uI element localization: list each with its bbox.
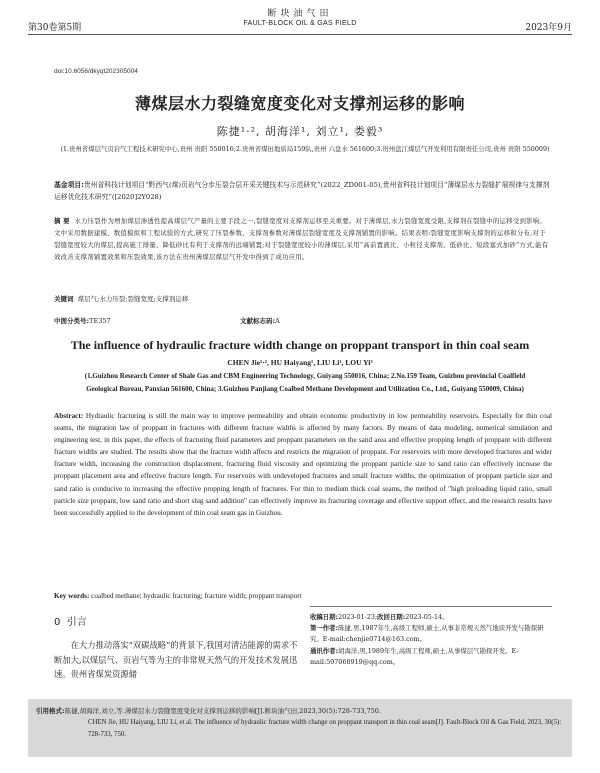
clc-label: 中图分类号: — [54, 317, 90, 325]
title-en: The influence of hydraulic fracture width change on proppant transport in thin coal seam — [70, 338, 530, 352]
section-heading — [54, 613, 87, 628]
citation-label: 引用格式: — [36, 707, 65, 715]
abstract-cn-label: 摘 要 — [54, 217, 70, 225]
received-date: 2023-01-23 — [338, 613, 375, 621]
citation-cn: 陈捷,胡海洋,刘立,等.薄煤层水力裂缝宽度变化对支撑剂运移的影响[J].断块油气田,2023,30(5):728-733,750. — [64, 707, 382, 715]
citation-box — [28, 699, 572, 757]
title-cn: 薄煤层水力裂缝宽度变化对支撑剂运移的影响 — [134, 94, 465, 113]
corresponding-label: 通讯作者: — [310, 646, 339, 655]
affiliations-cn: (1.贵州省煤层气页岩气工程技术研究中心,贵州 贵阳 550016;2.贵州省煤田地质局159队,贵州 六盘水 561600;3.贵州盘江煤层气开发利用有限责任公司,贵州 贵阳 550009) — [60, 145, 550, 153]
journal-name-cn: 断块油气田 — [267, 9, 333, 19]
journal-name-en: FAULT-BLOCK OIL & GAS FIELD — [243, 20, 357, 27]
first-author-label: 第一作者: — [310, 624, 339, 633]
dates-line: 收稿日期:2023-01-23;改回日期:2023-05-14。 — [310, 613, 449, 621]
funding-text: 贵州省科技计划项目“黔西气(煤)页岩气分步压裂合层开采关键技术与示范研究”(2022_ZD001-05),贵州省科技计划项目“薄煤层水力裂缝扩展规律与支撑剂运移优化技术研究”([2020]2Y028) — [54, 181, 550, 201]
keywords-en-label: Key words: — [54, 592, 90, 600]
doc-code: A — [275, 317, 280, 325]
authors-en: CHEN Jie¹·², HU Haiyang¹, LIU Li¹, LOU Yi³ — [227, 358, 373, 367]
keywords-en — [54, 592, 552, 600]
doi[interactable]: doi:10.6056/dkyqt202305004 — [54, 68, 138, 75]
keywords-cn — [54, 294, 552, 303]
abstract-en-text: Hydraulic fracturing is still the main way to improve permeability and obtain economic productivity in low permeability reservoirs. Especially for thin coal seams, the migration law of proppant in fractures with different fracture widths is affected by many factors. By means of data modeling, numerical simulation and engineering test, in this paper, the effects of fracturing fluid parameters and proppant parameters on the sand area and effective propping length of proppant with different fracture widths are studied. The results show that the fracture width affects and restricts the migration of proppant. For reservoirs with more developed fractures and wider fracture width, increasing the construction displacement, fracturing fluid viscosity and optimizing the proppant particle size to sand ratio can effectively increase the proppant placement area and effective fracture length. For reservoirs with undeveloped fractures and small fracture widths, the optimization of proppant particle size and sand ratio is conducive to increasing the effective propping length of fractures. For thin to medium thick coal seams, the method of "high preloading liquid ratio, small particle size proppant, low sand ratio and short slug sand addition" can effectively improve its fracturing coverage and effective support effect, and the research results have been successfully applied to the development of thin coal seam gas in Guizhou. — [54, 412, 553, 517]
volume-issue: 第30卷第5期 — [28, 23, 82, 33]
doc-code-label: 文献标志码: — [240, 317, 276, 325]
footnote-rule — [310, 606, 552, 607]
citation-cn-line — [36, 705, 564, 717]
first-author-line — [310, 623, 552, 645]
corresponding-text: 胡海洋,男,1989年生,高级工程师,硕士,从事煤层气勘探开发。E-mail:597068919@qq.com。 — [310, 646, 519, 666]
header-rule — [28, 34, 572, 35]
revised-label: 改回日期: — [377, 613, 406, 621]
running-header — [28, 6, 572, 54]
keywords-cn-label: 关键词 — [54, 295, 74, 303]
revised-date: 2023-05-14 — [405, 613, 443, 621]
keywords-en-text: coalbed methane; hydraulic fracturing; fracture width; proppant transport — [91, 592, 302, 600]
keywords-cn-text: 煤层气;水力压裂;裂缝宽度;支撑剂运移 — [77, 295, 189, 303]
section-title: 引言 — [66, 617, 87, 628]
abstract-cn-text: 水力压裂作为增加煤层渗透性提高煤层气产量的主要手段之一,裂缝宽度对支撑剂运移至关重要。对于薄煤层,水力裂缝宽度受限,支撑剂在裂缝中的运移受到影响。文中采用数据建模、数值模拟和工程试验的方式,研究了压裂参数、支撑剂参数对薄煤层裂缝宽度及支撑剂铺置的影响。结果表明:裂缝宽度影响支撑剂的运移和分布,对于裂缝宽度较大的煤层,提高施工排量、降低砂比有利于支撑剂的远端铺置;对于裂缝宽度较小的薄煤层,采用“高前置液比、小粒径支撑剂、低砂比、短段塞式加砂”方式,能有效改善支撑剂铺置效果和压裂效果,该方法在贵州薄煤层煤层气开发中得到了成功应用。 — [54, 217, 549, 261]
funding-label: 基金项目: — [54, 181, 84, 189]
author-note — [310, 612, 552, 668]
intro-paragraph: 在大力推动落实“双碳战略”的背景下,我国对清洁能源的需求不断加大,以煤层气、页岩气等为主的非常规天然气的开发技术发展迅速。贵州省煤炭资源储 — [54, 640, 298, 679]
issue-date: 2023年9月 — [525, 23, 572, 33]
abstract-en-label: Abstract: — [54, 412, 84, 420]
clc-number: TE357 — [89, 317, 111, 325]
corresponding-line — [310, 646, 552, 668]
affiliations-en: (1.Guizhou Research Center of Shale Gas and CBM Engineering Technology, Guiyang 550016, China; 2.No.159 Team, Guizhou provincial Coalfield Geological Bureau, Panxian 561600, China; 3.Guizhou Panjiang Coalbed Methane Development and Utilization Co., Ltd., Guiyang 550009, China) — [84, 372, 526, 393]
funding — [54, 180, 552, 203]
classification — [54, 316, 552, 325]
first-author-text: 陈捷,男,1987年生,高级工程师,硕士,从事非常规天然气地质开发与勘探研究。E-mail:chenjie0714@163.com。 — [310, 624, 544, 644]
received-label: 收稿日期: — [310, 613, 339, 621]
abstract-en — [54, 410, 552, 519]
citation-en: CHEN Jie, HU Haiyang, LIU Li, et al. The influence of hydraulic fracture width change on proppant transport in thin coal seam[J]. Fault-Block Oil & Gas Field, 2023, 30(5): 728-733, 750. — [88, 719, 562, 738]
authors-cn: 陈捷¹·², 胡海洋¹, 刘立¹, 娄毅³ — [216, 125, 384, 138]
section-number: 0 — [54, 617, 61, 628]
abstract-cn — [54, 215, 552, 263]
